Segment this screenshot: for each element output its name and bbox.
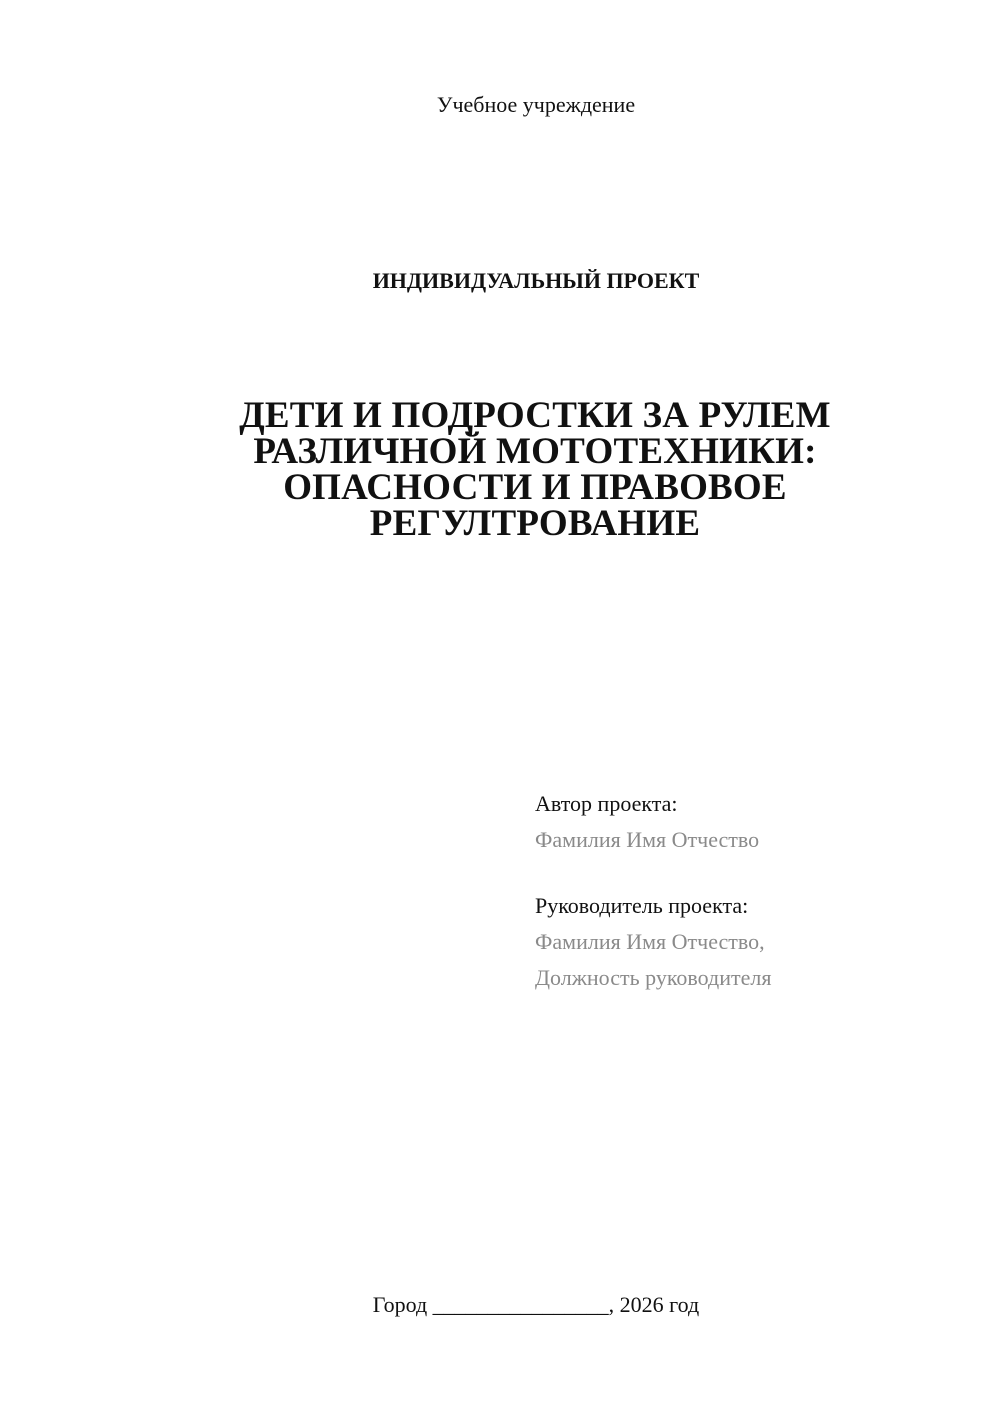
supervisor-position-placeholder: Должность руководителя bbox=[535, 965, 772, 990]
project-type-heading: ИНДИВИДУАЛЬНЫЙ ПРОЕКТ bbox=[372, 268, 700, 293]
project-title-line: РАЗЛИЧНОЙ МОТОТЕХНИКИ: bbox=[253, 431, 817, 472]
city-label: Город bbox=[372, 1292, 428, 1317]
supervisor-name-placeholder: Фамилия Имя Отчество, bbox=[535, 929, 765, 954]
project-title-line: ДЕТИ И ПОДРОСТКИ ЗА РУЛЕМ bbox=[239, 395, 831, 436]
project-title-line: РЕГУЛТРОВАНИЕ bbox=[369, 503, 701, 544]
year-text: , 2026 год bbox=[608, 1292, 700, 1317]
city-year-line bbox=[72, 1290, 1000, 1320]
credits-block bbox=[535, 786, 955, 996]
city-blank: ________________ bbox=[432, 1292, 609, 1317]
supervisor-label: Руководитель проекта: bbox=[535, 893, 749, 918]
credits-spacer bbox=[535, 858, 955, 888]
project-title bbox=[200, 395, 870, 544]
author-label: Автор проекта: bbox=[535, 791, 678, 816]
author-name-placeholder: Фамилия Имя Отчество bbox=[535, 827, 760, 852]
project-title-line: ОПАСНОСТИ И ПРАВОВОЕ bbox=[283, 467, 787, 508]
institution-name: Учебное учреждение bbox=[436, 92, 636, 117]
